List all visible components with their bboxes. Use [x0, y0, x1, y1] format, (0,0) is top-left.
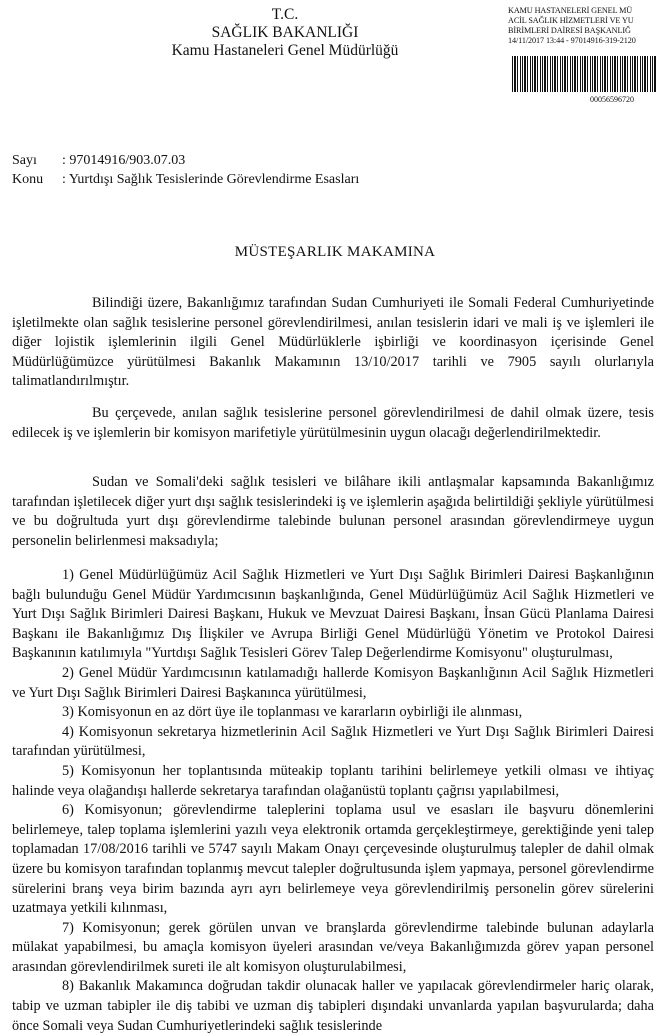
list-item: 5) Komisyonun her toplantısında müteakip toplantı tarihini belirlemeye yetkili olması ve ihtiyaç halinde veya olağandışı hallerde sekretarya tarafından olağanüstü toplantı çağrısı yapılabilmesi,: [12, 762, 654, 799]
list-item: 3) Komisyonun en az dört üye ile toplanması ve kararların oybirliği ile alınması,: [62, 704, 523, 721]
header-directorate: Kamu Hastaneleri Genel Müdürlüğü: [171, 42, 399, 59]
list-item: 7) Komisyonun; gerek görülen unvan ve branşlarda görevlendirme talebinde bulunan adaylarla mülakat yapabilmesi, bu amaçla komisyon üyeleri arasından ve/veya Bakanlığımızda görev yapan personel arasından görevlendirilmek sureti ile alt komisyon oluşturulabilmesi,: [12, 919, 654, 975]
sayi-value: : 97014916/903.07.03: [62, 153, 186, 168]
header-tc: T.C.: [271, 6, 299, 23]
addressee-title: MÜSTEŞARLIK MAKAMINA: [234, 244, 436, 260]
header-ministry: SAĞLIK BAKANLIĞI: [211, 24, 359, 41]
konu-row: [12, 171, 359, 189]
paragraph-3: [12, 473, 654, 551]
paragraph-text: Sudan ve Somali'deki sağlık tesisleri ve bilâhare ikili antlaşmalar kapsamında Bakanlığımız tarafından işletilecek diğer yurt dışı sağlık tesislerindeki iş ve işlemlerin aşağıda belirtildiği şekliyle yürütülmesi ve bu doğrultuda yurt dışı görevlendirme talebinde bulunan personel arasından görevlendirmeye uygun personelin belirlenmesi maksadıyla;: [12, 474, 655, 549]
stamp-line-3: BİRİMLERİ DAİRESİ BAŞKANLIĞ: [508, 26, 631, 35]
paragraph-text: Bu çerçevede, anılan sağlık tesislerine personel görevlendirilmesi de dahil olmak üzere, tesis edilecek iş ve işlemlerin bir komisyon marifetiyle yürütülmesinin uygun olacağı değerlendirilmektedir.: [12, 405, 654, 441]
list-item: 1) Genel Müdürlüğümüz Acil Sağlık Hizmetleri ve Yurt Dışı Sağlık Birimleri Dairesi Başkanlığının bağlı bulunduğu Genel Müdür Yardımcısının başkanlığında, Genel Müdürlüğümüz Acil Sağlık Hizmetleri ve Yurt Dışı Sağlık Birimleri Dairesi Başkanı, Hukuk ve Mevzuat Dairesi Başkanı, İnsan Gücü Planlama Dairesi Başkanı ile Bakanlığımız Dış İlişkiler ve Avrupa Birliği Genel Müdürlüğü Yönetim ve Protokol Dairesi Başkanının katılımıyla "Yurtdışı Sağlık Tesisleri Görev Talep Değerlendirme Komisyonu" oluşturulması,: [12, 567, 654, 662]
paragraph-2: [12, 404, 654, 443]
barcode: [512, 56, 657, 92]
list-item: 6) Komisyonun; görevlendirme taleplerini toplama usul ve esasları ile başvuru dönemlerini belirlemeye, talep toplama işlemlerini yazılı veya elektronik ortamda gerçekleştirmeye, gerektiğinde yeni talep toplamadan 17/08/2016 tarihli ve 5747 sayılı Makam Onayı çerçevesinde oluşturulmuş talepler de dahil olmak üzere bu komisyon tarafından toplanmış mevcut talepler doğrultusunda işlem yapmaya, personel görevlendirme sürelerini branş veya birim bazında ayrı ayrı belirlemeye veya görevlendirilmiş personelin görev sürelerini uzatmaya yetkili kılınması,: [12, 802, 654, 917]
letterhead: [150, 6, 420, 60]
list-item: 4) Komisyonun sekretarya hizmetlerinin Acil Sağlık Hizmetleri ve Yurt Dışı Sağlık Birimleri Dairesi tarafından yürütülmesi,: [12, 723, 654, 760]
list-item: 2) Genel Müdür Yardımcısının katılamadığı hallerde Komisyon Başkanlığının Acil Sağlık Hizmetleri ve Yurt Dışı Sağlık Birimleri Dairesi Başkanınca yürütülmesi,: [12, 664, 654, 701]
barcode-number: 00056596720: [590, 95, 634, 104]
sayi-row: [12, 152, 185, 170]
registry-stamp: [508, 6, 666, 46]
konu-label: Konu: [12, 172, 44, 187]
stamp-line-4: 14/11/2017 13:44 - 97014916-319-2120: [508, 36, 636, 45]
paragraph-text: Bilindiği üzere, Bakanlığımız tarafından Sudan Cumhuriyeti ile Somali Federal Cumhuriyetinde işletilmekte olan sağlık tesislerine personel görevlendirilmesi, anılan tesislerin idari ve mali iş ve işlemleri ile diğer lojistik işlemlerinin ilgili Genel Müdürlüklerle işbirliği ve koordinasyon içerisinde Genel Müdürlüğümüzce yürütülmesi Bakanlık Makamının 13/10/2017 tarihli ve 7905 sayılı olurlarıyla talimatlandırılmıştır.: [12, 295, 654, 390]
stamp-line-1: KAMU HASTANELERİ GENEL MÜ: [508, 6, 633, 15]
konu-value: : Yurtdışı Sağlık Tesislerinde Görevlendirme Esasları: [62, 172, 360, 187]
stamp-line-2: ACİL SAĞLIK HİZMETLERİ VE YU: [508, 16, 634, 25]
list-item: 8) Bakanlık Makamınca doğrudan takdir olunacak haller ve yapılacak görevlendirmeler hariç olarak, tabip ve uzman tabipler ile diş tabibi ve uzman diş tabipleri dışındaki unvanlarda yapılan başvurularda; daha önce Somali veya Sudan Cumhuriyetlerindeki sağlık tesislerinde: [12, 978, 654, 1034]
sayi-label: Sayı: [12, 153, 37, 168]
paragraph-1: [12, 294, 654, 392]
decision-list: [12, 566, 654, 1036]
